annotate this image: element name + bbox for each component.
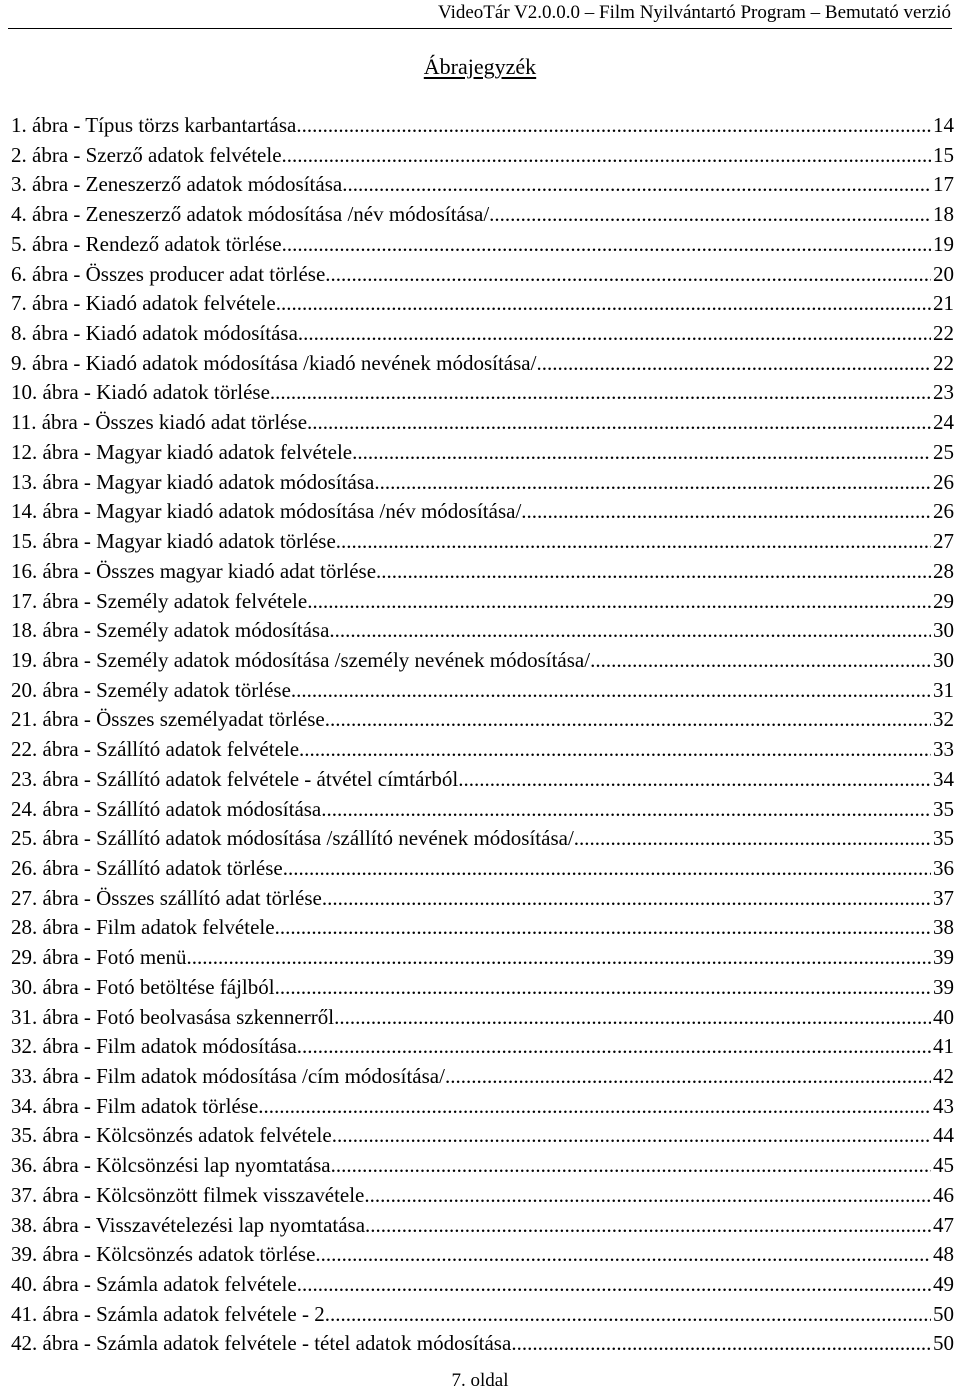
toc-entry[interactable] [11,1240,954,1270]
dot-leader [332,1121,931,1151]
toc-entry-label: 27. ábra - Összes szállító adat törlése [11,885,322,910]
toc-entry-page-number: 49 [933,1272,954,1297]
toc-entry-label: 5. ábra - Rendező adatok törlése [11,231,282,256]
toc-entry[interactable] [11,378,954,408]
toc-entry-page-number: 36 [933,855,954,880]
dot-leader [307,587,931,617]
toc-entry-page-number: 30 [933,647,954,672]
toc-entry-page-number: 20 [933,261,954,286]
toc-entry[interactable] [11,438,954,468]
toc-entry-label: 17. ábra - Személy adatok felvétele [11,588,308,613]
dot-leader [296,111,931,141]
toc-entry[interactable] [11,1151,954,1181]
toc-entry-label: 40. ábra - Számla adatok felvétele [11,1272,297,1297]
toc-entry[interactable] [11,735,954,765]
header-divider [8,28,952,29]
toc-entry-label: 29. ábra - Fotó menü [11,945,187,970]
dot-leader [342,170,931,200]
toc-entry-label: 36. ábra - Kölcsönzési lap nyomtatása [11,1153,331,1178]
toc-entry-label: 35. ábra - Kölcsönzés adatok felvétele [11,1123,332,1148]
toc-entry[interactable] [11,527,954,557]
toc-entry-page-number: 33 [933,737,954,762]
page-footer [0,1370,960,1392]
toc-entry[interactable] [11,408,954,438]
dot-leader [364,1181,931,1211]
dot-leader [315,1240,931,1270]
toc-entry-label: 4. ábra - Zeneszerző adatok módosítása /név módosítása/ [11,202,490,227]
toc-entry-label: 11. ábra - Összes kiadó adat törlése [11,410,308,435]
dot-leader [282,230,931,260]
toc-entry[interactable] [11,765,954,795]
toc-entry-page-number: 38 [933,915,954,940]
toc-entry-label: 13. ábra - Magyar kiadó adatok módosítása [11,469,375,494]
toc-entry-label: 39. ábra - Kölcsönzés adatok törlése [11,1242,316,1267]
dot-leader [511,1329,931,1359]
toc-entry-label: 42. ábra - Számla adatok felvétele - tétel adatok módosítása [11,1331,512,1356]
dot-leader [521,497,931,527]
dot-leader [276,289,931,319]
toc-entry[interactable] [11,1003,954,1033]
toc-entry-page-number: 50 [933,1301,954,1326]
toc-entry-page-number: 35 [933,826,954,851]
toc-entry-page-number: 43 [933,1093,954,1118]
toc-entry-page-number: 14 [933,113,954,137]
toc-title: Ábrajegyzék [423,54,537,79]
toc-entry[interactable] [11,1092,954,1122]
toc-entry-label: 26. ábra - Szállító adatok törlése [11,855,283,880]
dot-leader [307,408,931,438]
toc-entry-label: 30. ábra - Fotó betöltése fájlból [11,974,275,999]
toc-entry-page-number: 25 [933,439,954,464]
toc-entry[interactable] [11,913,954,943]
toc-entry-label: 38. ábra - Visszavételezési lap nyomtatása [11,1212,366,1237]
toc-entry-page-number: 41 [933,1034,954,1059]
dot-leader [336,527,931,557]
toc-entry[interactable] [11,260,954,290]
toc-entry-label: 28. ábra - Film adatok felvétele [11,915,275,940]
toc-entry-label: 25. ábra - Szállító adatok módosítása /szállító nevének módosítása/ [11,826,574,851]
toc-entry-label: 10. ábra - Kiadó adatok törlése [11,380,270,405]
toc-entry-label: 9. ábra - Kiadó adatok módosítása /kiadó nevének módosítása/ [11,350,537,375]
dot-leader [489,200,931,230]
dot-leader [283,854,931,884]
dot-leader [325,260,931,290]
table-of-figures [11,111,954,1359]
header-title: VideoTár V2.0.0.0 – Film Nyilvántartó Program – Bemutató verzió [438,2,951,23]
toc-entry-page-number: 19 [933,231,954,256]
toc-entry-page-number: 40 [933,1004,954,1029]
toc-entry-page-number: 21 [933,291,954,316]
page-number: 7. oldal [451,1370,509,1391]
dot-leader [187,943,931,973]
toc-entry-page-number: 28 [933,558,954,583]
toc-entry-label: 6. ábra - Összes producer adat törlése [11,261,326,286]
toc-entry-label: 23. ábra - Szállító adatok felvétele - átvétel címtárból [11,766,459,791]
toc-entry-label: 16. ábra - Összes magyar kiadó adat törlése [11,558,377,583]
dot-leader [590,646,931,676]
dot-leader [376,557,931,587]
toc-entry-page-number: 22 [933,350,954,375]
toc-entry-page-number: 48 [933,1242,954,1267]
toc-entry-page-number: 39 [933,974,954,999]
toc-entry[interactable] [11,468,954,498]
toc-entry[interactable] [11,141,954,171]
toc-entry-label: 37. ábra - Kölcsönzött filmek visszavétele [11,1182,365,1207]
toc-entry-label: 8. ábra - Kiadó adatok módosítása [11,321,298,346]
toc-entry-page-number: 32 [933,707,954,732]
toc-entry-label: 7. ábra - Kiadó adatok felvétele [11,291,276,316]
toc-entry[interactable] [11,1121,954,1151]
toc-entry-label: 20. ábra - Személy adatok törlése [11,677,291,702]
toc-entry-label: 3. ábra - Zeneszerző adatok módosítása [11,172,343,197]
toc-entry-label: 19. ábra - Személy adatok módosítása /személy nevének módosítása/ [11,647,591,672]
toc-entry-page-number: 46 [933,1182,954,1207]
toc-entry-page-number: 26 [933,469,954,494]
toc-entry-page-number: 17 [933,172,954,197]
dot-leader [297,1032,931,1062]
toc-entry-page-number: 42 [933,1064,954,1088]
dot-leader [275,913,931,943]
toc-entry-page-number: 29 [933,588,954,613]
toc-entry-page-number: 26 [933,499,954,524]
dot-leader [291,676,931,706]
dot-leader [297,1270,931,1300]
toc-entry-page-number: 44 [933,1123,954,1148]
toc-entry-page-number: 45 [933,1153,954,1178]
toc-entry[interactable] [11,705,954,735]
toc-entry-page-number: 35 [933,796,954,821]
toc-entry[interactable] [11,973,954,1003]
toc-entry[interactable] [11,289,954,319]
toc-entry[interactable] [11,349,954,379]
dot-leader [325,1300,931,1330]
toc-entry[interactable] [11,1062,954,1092]
toc-entry-page-number: 23 [933,380,954,405]
dot-leader [275,973,931,1003]
toc-entry-page-number: 30 [933,618,954,643]
dot-leader [325,705,931,735]
toc-entry[interactable] [11,230,954,260]
toc-entry[interactable] [11,854,954,884]
toc-entry-label: 21. ábra - Összes személyadat törlése [11,707,325,732]
toc-entry-label: 12. ábra - Magyar kiadó adatok felvétele [11,439,353,464]
dot-leader [458,765,931,795]
toc-entry-label: 22. ábra - Szállító adatok felvétele [11,737,300,762]
toc-entry-page-number: 39 [933,945,954,970]
toc-entry[interactable] [11,884,954,914]
dot-leader [329,616,931,646]
toc-entry-page-number: 24 [933,410,954,435]
toc-entry[interactable] [11,319,954,349]
toc-entry[interactable] [11,1032,954,1062]
toc-entry-label: 14. ábra - Magyar kiadó adatok módosítása /név módosítása/ [11,499,522,524]
toc-entry[interactable] [11,557,954,587]
dot-leader [334,1003,931,1033]
dot-leader [352,438,931,468]
toc-entry-page-number: 22 [933,321,954,346]
toc-entry-page-number: 18 [933,202,954,227]
dot-leader [331,1151,931,1181]
toc-entry[interactable] [11,497,954,527]
toc-entry[interactable] [11,1181,954,1211]
toc-entry-page-number: 31 [933,677,954,702]
toc-entry-page-number: 47 [933,1212,954,1237]
toc-entry[interactable] [11,824,954,854]
dot-leader [445,1062,931,1092]
toc-entry[interactable] [11,1329,954,1359]
toc-entry[interactable] [11,616,954,646]
toc-entry-label: 1. ábra - Típus törzs karbantartása [11,113,297,137]
dot-leader [321,795,931,825]
toc-entry-label: 24. ábra - Szállító adatok módosítása [11,796,322,821]
toc-entry-page-number: 37 [933,885,954,910]
toc-entry-label: 18. ábra - Személy adatok módosítása [11,618,330,643]
toc-entry[interactable] [11,170,954,200]
dot-leader [374,468,931,498]
dot-leader [365,1211,931,1241]
toc-entry[interactable] [11,943,954,973]
dot-leader [270,378,931,408]
toc-entry-page-number: 15 [933,142,954,167]
toc-entry-page-number: 50 [933,1331,954,1356]
toc-entry[interactable] [11,676,954,706]
toc-entry[interactable] [11,111,954,141]
toc-entry-label: 34. ábra - Film adatok törlése [11,1093,259,1118]
toc-entry[interactable] [11,1300,954,1330]
toc-entry[interactable] [11,646,954,676]
toc-entry[interactable] [11,795,954,825]
toc-entry-label: 2. ábra - Szerző adatok felvétele [11,142,282,167]
dot-leader [282,141,931,171]
toc-entry[interactable] [11,1211,954,1241]
page-header [0,0,960,26]
toc-entry-label: 31. ábra - Fotó beolvasása szkennerről [11,1004,335,1029]
toc-entry-page-number: 34 [933,766,954,791]
toc-entry-label: 15. ábra - Magyar kiadó adatok törlése [11,529,336,554]
toc-entry[interactable] [11,587,954,617]
toc-entry-label: 32. ábra - Film adatok módosítása [11,1034,297,1059]
dot-leader [322,884,931,914]
dot-leader [536,349,931,379]
dot-leader [299,735,931,765]
dot-leader [574,824,931,854]
dot-leader [258,1092,931,1122]
toc-entry[interactable] [11,1270,954,1300]
toc-entry[interactable] [11,200,954,230]
toc-entry-label: 33. ábra - Film adatok módosítása /cím módosítása/ [11,1064,445,1088]
dot-leader [298,319,931,349]
toc-entry-label: 41. ábra - Számla adatok felvétele - 2 [11,1301,325,1326]
toc-entry-page-number: 27 [933,529,954,554]
